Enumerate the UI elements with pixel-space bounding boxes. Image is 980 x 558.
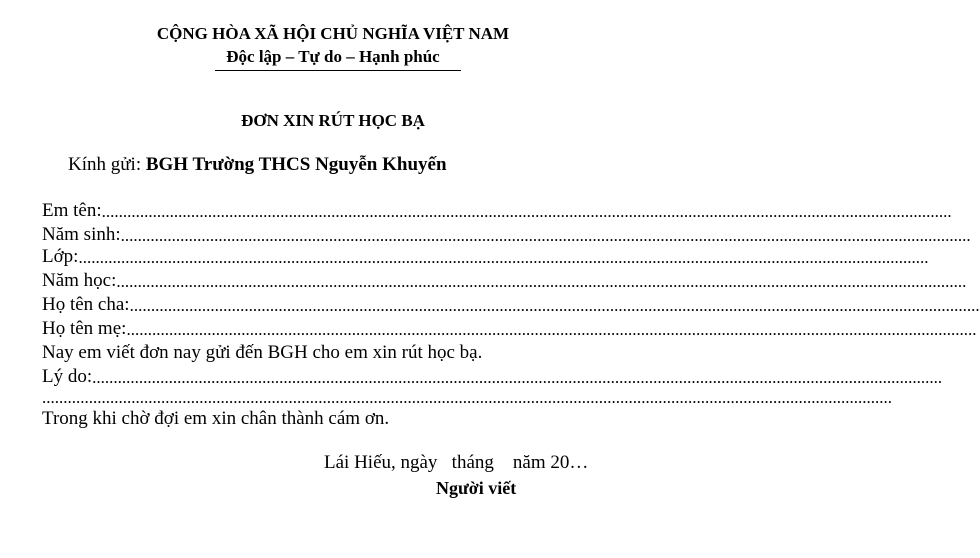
signer-title: Người viết xyxy=(436,478,517,498)
dotted-fill-line: ........................................................................................................................................................................................................ xyxy=(101,202,952,221)
recipient-name: BGH Trường THCS Nguyễn Khuyến xyxy=(145,154,447,175)
field-label: Em tên: xyxy=(42,200,102,221)
request-line: Nay em viết đơn nay gửi đến BGH cho em xin rút học bạ. xyxy=(42,342,483,363)
field-student-name xyxy=(42,200,952,222)
dotted-fill-line: ........................................................................................................................................................................................................ xyxy=(120,226,971,245)
field-label: Lớp: xyxy=(42,246,79,267)
dotted-fill-line: ........................................................................................................................................................................................................ xyxy=(42,388,892,407)
recipient-line xyxy=(68,154,447,176)
field-label: Họ tên cha: xyxy=(42,294,130,315)
document-title: ĐƠN XIN RÚT HỌC BẠ xyxy=(241,111,425,130)
reason-continuation xyxy=(42,388,892,408)
motto: Độc lập – Tự do – Hạnh phúc xyxy=(226,47,440,66)
dotted-fill-line: ........................................................................................................................................................................................................ xyxy=(78,248,929,267)
nation-header: CỘNG HÒA XÃ HỘI CHỦ NGHĨA VIỆT NAM xyxy=(156,24,510,43)
field-label: Họ tên mẹ: xyxy=(42,318,127,339)
dotted-fill-line: ........................................................................................................................................................................................................ xyxy=(126,320,977,339)
field-birth-year xyxy=(42,224,971,246)
field-label: Lý do: xyxy=(42,366,93,387)
dotted-fill-line: ........................................................................................................................................................................................................ xyxy=(92,368,943,387)
dotted-fill-line: ........................................................................................................................................................................................................ xyxy=(129,296,980,315)
field-mother-name xyxy=(42,318,977,340)
dotted-fill-line: ........................................................................................................................................................................................................ xyxy=(116,272,967,291)
closing-line: Trong khi chờ đợi em xin chân thành cám ơn. xyxy=(42,408,390,429)
field-reason xyxy=(42,366,943,388)
field-father-name xyxy=(42,294,980,316)
field-class xyxy=(42,246,929,268)
field-label: Năm sinh: xyxy=(42,224,121,245)
motto-underline xyxy=(215,70,461,71)
field-label: Năm học: xyxy=(42,270,117,291)
field-school-year xyxy=(42,270,967,292)
date-line: Lái Hiếu, ngày tháng năm 20… xyxy=(324,452,589,473)
recipient-prefix: Kính gửi: xyxy=(68,154,146,175)
